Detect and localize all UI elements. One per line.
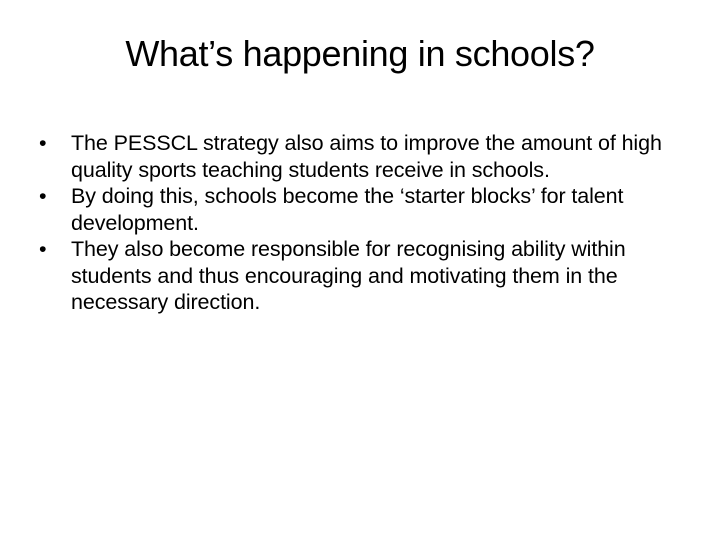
- bullet-dot: •: [39, 131, 47, 155]
- bullet-dot: •: [39, 184, 47, 208]
- bullet-item: [36, 130, 686, 183]
- bullet-text: They also become responsible for recognising ability within students and thus encouraging and motivating them in the necessary direction.: [71, 237, 626, 314]
- bullet-item: [36, 236, 686, 316]
- bullet-text: By doing this, schools become the ‘starter blocks’ for talent development.: [71, 184, 624, 235]
- bullet-list: [36, 130, 686, 316]
- slide-title: What’s happening in schools?: [125, 33, 595, 74]
- bullet-item: [36, 183, 686, 236]
- bullet-dot: •: [39, 237, 47, 261]
- bullet-text: The PESSCL strategy also aims to improve the amount of high quality sports teaching students receive in schools.: [71, 131, 662, 182]
